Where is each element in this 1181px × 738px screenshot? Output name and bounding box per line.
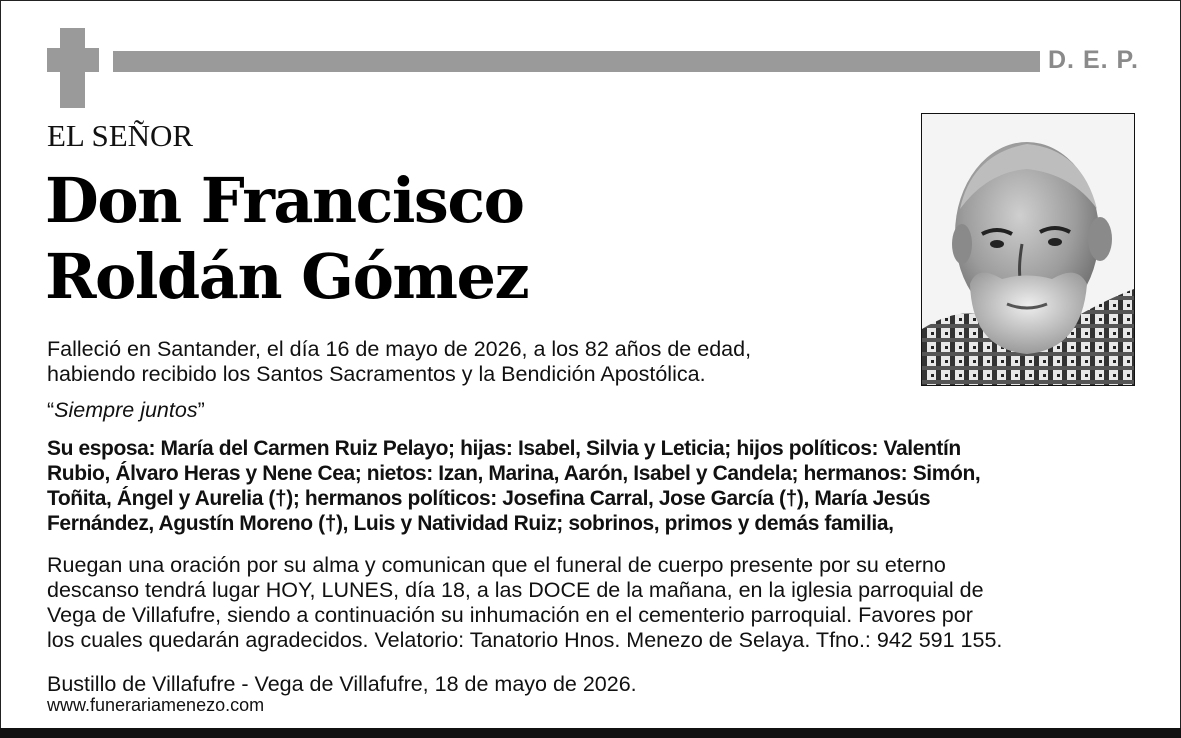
family-line-3: Toñita, Ángel y Aurelia (†); hermanos políticos: Josefina Carral, Jose García (†), María Jesús xyxy=(47,487,931,510)
funeral-line-2: descanso tendrá lugar HOY, LUNES, día 18, a las DOCE de la mañana, en la iglesia parroquial de xyxy=(47,578,984,602)
family-list xyxy=(47,436,1142,536)
name-line-2: Roldán Gómez xyxy=(45,240,529,313)
death-line-1: Falleció en Santander, el día 16 de mayo de 2026, a los 82 años de edad, xyxy=(47,337,752,361)
honorific: EL SEÑOR xyxy=(47,118,194,153)
cross-icon xyxy=(47,28,99,108)
bottom-bar xyxy=(0,728,1181,738)
deceased-name xyxy=(45,163,528,315)
death-line-2: habiendo recibido los Santos Sacramentos y la Bendición Apostólica. xyxy=(47,362,706,386)
quote xyxy=(47,398,1142,423)
family-line-2: Rubio, Álvaro Heras y Nene Cea; nietos: Izan, Marina, Aarón, Isabel y Candela; hermanos: Simón, xyxy=(47,462,981,485)
death-notice xyxy=(47,337,1142,387)
funeral-details xyxy=(47,553,1142,653)
family-line-1: Su esposa: María del Carmen Ruiz Pelayo; hijas: Isabel, Silvia y Leticia; hijos políticos: Valentín xyxy=(47,437,961,460)
website-link[interactable]: www.funerariamenezo.com xyxy=(47,695,265,715)
dep-label: D. E. P. xyxy=(1048,46,1139,74)
quote-open: “ xyxy=(47,398,55,422)
funeral-line-4: los cuales quedarán agradecidos. Velatorio: Tanatorio Hnos. Menezo de Selaya. Tfno.: 942 591 155. xyxy=(47,628,1003,652)
quote-close: ” xyxy=(197,398,205,422)
funeral-line-3: Vega de Villafufre, siendo a continuación su inhumación en el cementerio parroquial. Favores por xyxy=(47,603,973,627)
quote-text: Siempre juntos xyxy=(54,398,198,422)
header-rule xyxy=(113,51,1040,72)
family-line-4: Fernández, Agustín Moreno (†), Luis y Natividad Ruiz; sobrinos, primos y demás familia, xyxy=(47,512,894,535)
name-line-1: Don Francisco xyxy=(45,164,524,237)
place-date: Bustillo de Villafufre - Vega de Villafufre, 18 de mayo de 2026. xyxy=(47,672,637,696)
funeral-line-1: Ruegan una oración por su alma y comunican que el funeral de cuerpo presente por su eterno xyxy=(47,553,946,577)
